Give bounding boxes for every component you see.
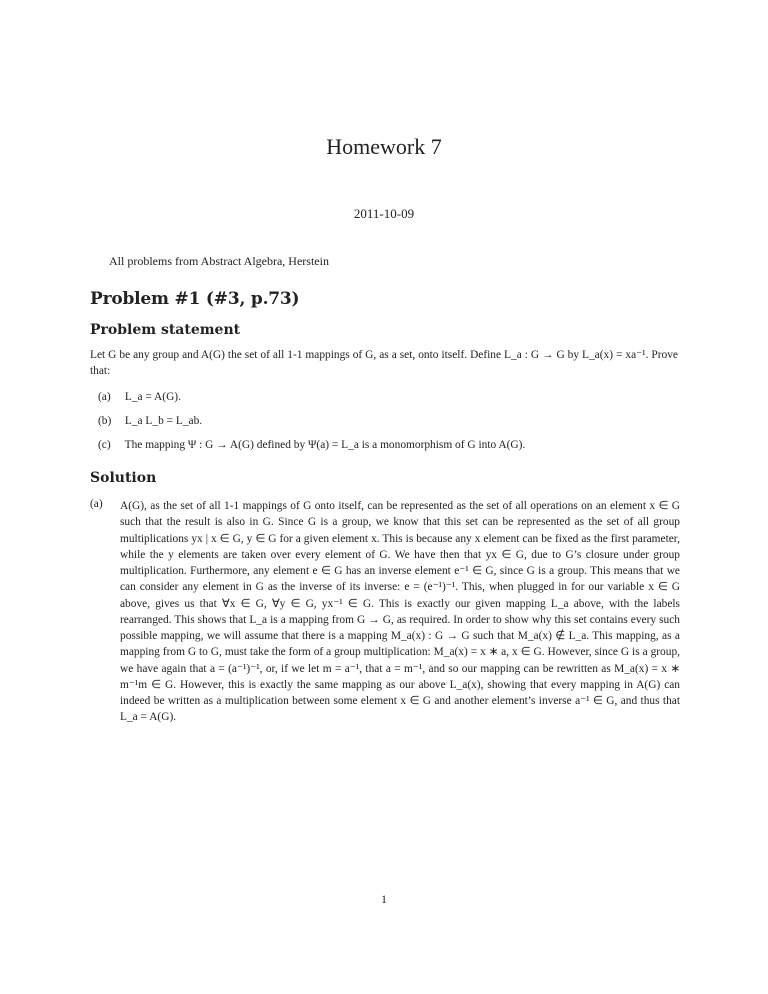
item-text: L_a L_b = L_ab. [124,415,203,427]
item-label: (c) [98,439,111,451]
solution-heading: Solution [90,470,157,486]
item-label: (a) [98,391,111,403]
problem-heading: Problem #1 (#3, p.73) [90,289,300,309]
statement-text: Let G be any group and A(G) the set of all 1-1 mappings of G, as a set, onto itself. Define L_a : G → G by L_a(x) = xa⁻¹. Prove that: [90,349,678,378]
statement-item-b [98,415,202,427]
solution-text: A(G), as the set of all 1-1 mappings of G onto itself, can be represented as the set of all operations on an element x ∈ G such that the result is also in G. Since G is a group, we know that this set can be represented as the set of all group multiplications yx | x ∈ G, y ∈ G for a given element x. This is because any x element can be fixed as the first parameter, while the y elements are taken over every element of G. We have then that yx ∈ G, due to G’s closure under group multiplication. Furthermore, any element e ∈ G has an inverse element e⁻¹ ∈ G, since G is a group. This means that we can consider any element in G as the inverse of its inverse: e = (e⁻¹)⁻¹. This, when plugged in for our variable x ∈ G above, gives us that ∀x ∈ G, ∀y ∈ G, yx⁻¹ ∈ G. This is exactly our given mapping L_a above, with the labels rearranged. This shows that L_a is a mapping from G → G, as required. In order to show why this set contains every such possible mapping, we will assume that there is a mapping M_a(x) : G → G such that M_a(x) ∉ L_a. This mapping, as a mapping from G to G, must take the form of a group multiplication: M_a(x) = x ∗ a, x ∈ G. However, since G is a group, we have again that a = (a⁻¹)⁻¹, or, if we let m = a⁻¹, that a = m⁻¹, and so our mapping can be rewritten as M_a(x) = x ∗ m⁻¹m ∈ G. However, this is exactly the same mapping as our above L_a(x), showing that every mapping in A(G) can indeed be written as a multiplication between some element x ∈ G and another element’s inverse a⁻¹ ∈ G, and thus that L_a = A(G). [120,500,680,724]
statement-heading: Problem statement [90,322,241,338]
item-text: L_a = A(G). [124,391,181,403]
document-date: 2011-10-09 [353,206,415,221]
solution-item-a [90,498,680,726]
statement-item-a [98,391,181,403]
statement-item-c [98,439,525,451]
item-text: The mapping Ψ : G → A(G) defined by Ψ(a) = L_a is a monomorphism of G into A(G). [124,439,526,451]
page-number: 1 [381,892,387,906]
document-title: Homework 7 [326,134,442,159]
intro-text: All problems from Abstract Algebra, Herstein [109,254,329,268]
item-label: (b) [98,415,112,427]
solution-label: (a) [90,498,103,510]
